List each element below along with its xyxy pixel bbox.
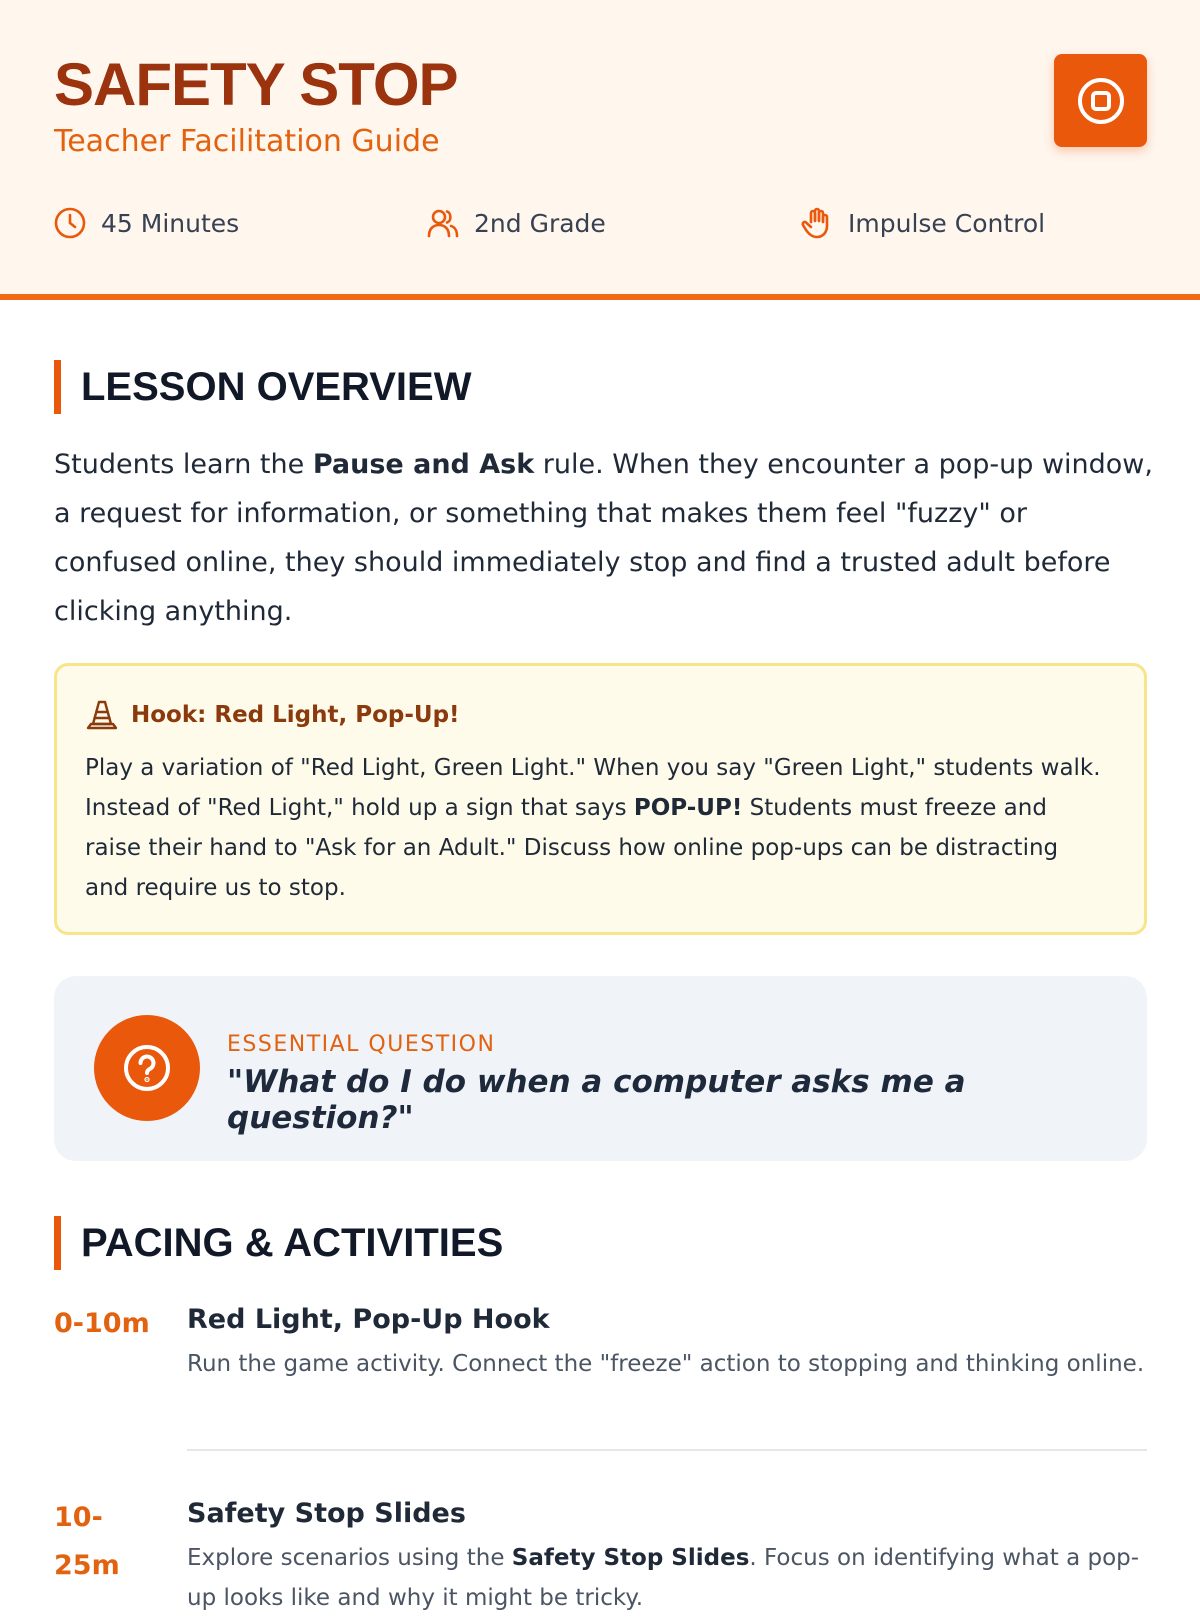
hook-callout — [54, 663, 1147, 935]
meta-grade — [426, 206, 606, 240]
header — [0, 0, 1200, 300]
pacing-item-time: 0-10m — [54, 1308, 150, 1339]
essential-question-card — [54, 976, 1147, 1161]
pop-up-sign-text: POP-UP! — [633, 795, 743, 821]
users-icon — [426, 206, 460, 240]
meta-skill-text: Impulse Control — [848, 208, 1046, 238]
essential-question-label: ESSENTIAL QUESTION — [227, 1032, 496, 1057]
pause-and-ask-rule: Pause and Ask — [312, 449, 535, 480]
meta-skill — [800, 206, 1045, 240]
essential-question-text: "What do I do when a computer asks me a question?" — [227, 1064, 966, 1136]
pacing-item-desc: Explore scenarios using the Safety Stop Slides. Focus on identifying what a pop-up looks like and why it might be tricky. — [187, 1545, 1140, 1611]
pacing-item-desc: Run the game activity. Connect the "freeze" action to stopping and thinking online. — [187, 1351, 1145, 1377]
meta-duration — [53, 206, 239, 240]
pacing-divider — [187, 1449, 1147, 1451]
meta-grade-text: 2nd Grade — [474, 208, 606, 238]
pacing-item-title: Red Light, Pop-Up Hook — [187, 1304, 550, 1335]
traffic-cone-icon — [85, 698, 119, 732]
lesson-overview-heading: LESSON OVERVIEW — [54, 360, 471, 414]
page-title: SAFETY STOP — [54, 51, 458, 118]
question-circle-icon — [121, 1042, 173, 1094]
stop-button[interactable] — [1054, 54, 1147, 147]
pacing-item-title: Safety Stop Slides — [187, 1498, 466, 1529]
hand-icon — [800, 206, 834, 240]
clock-icon — [53, 206, 87, 240]
page-subtitle: Teacher Facilitation Guide — [54, 124, 440, 159]
meta-duration-text: 45 Minutes — [101, 208, 240, 238]
essential-question-badge — [94, 1015, 200, 1121]
lesson-overview-text: Students learn the Pause and Ask rule. When they encounter a pop-up window, a request for information, or something that makes them feel "fuzzy" or confused online, they should immediately stop and find a trusted adult before clicking anything. — [54, 449, 1153, 627]
safety-stop-slides-link: Safety Stop Slides — [511, 1545, 750, 1571]
hook-title: Hook: Red Light, Pop-Up! — [85, 698, 460, 732]
pacing-heading: PACING & ACTIVITIES — [54, 1216, 503, 1270]
stop-icon — [1075, 75, 1127, 127]
pacing-item-time: 10-25m — [54, 1502, 120, 1581]
hook-text: Play a variation of "Red Light, Green Light." When you say "Green Light," students walk. Instead of "Red Light," hold up a sign that says POP-UP! Students must freeze and raise their hand to "Ask for an Adult." Discuss how online pop-ups can be distracting and require us to stop. — [85, 755, 1101, 901]
